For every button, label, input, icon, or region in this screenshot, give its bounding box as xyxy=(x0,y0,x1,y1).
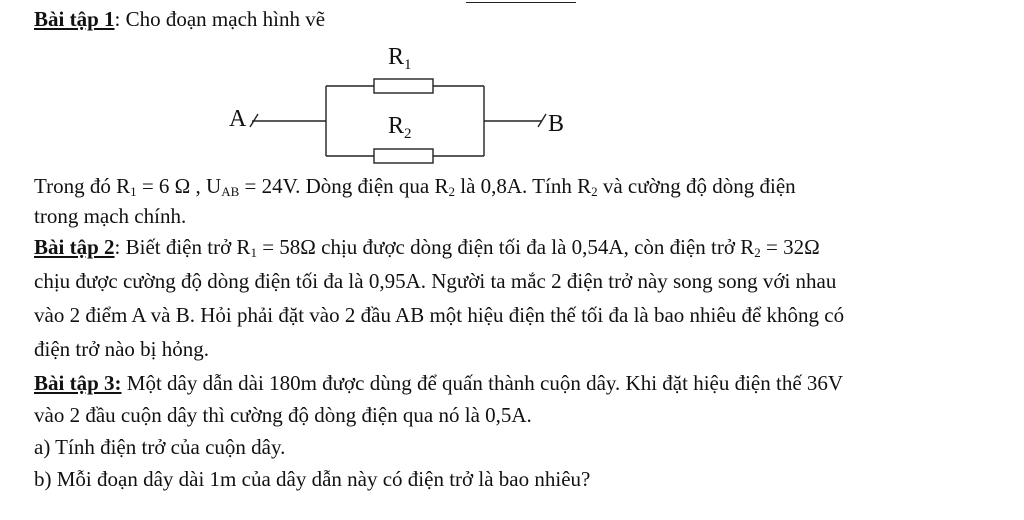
ex1-line1: Trong đó $R_1 = 6$ Ω , $U_{AB} = 24V$. Dòng điện qua $R_2$ là 0,8A. Tính $R_2$ và cường độ dòng điện xyxy=(34,174,796,199)
ex3-part-a: a) Tính điện trở của cuộn dây. xyxy=(34,435,286,459)
resistor-r1 xyxy=(374,79,433,93)
label-b: B xyxy=(548,111,565,137)
ex2-heading: Bài tập 2 xyxy=(34,235,115,259)
ex3-line2: vào 2 đầu cuộn dây thì cường độ dòng điện qua nó là 0,5A. xyxy=(34,403,532,427)
label-r2: $R_2$ xyxy=(388,113,412,142)
label-r1: $R_1$ xyxy=(388,44,412,73)
ex1-intro: : Cho đoạn mạch hình vẽ xyxy=(114,7,326,31)
ex1-heading: Bài tập 1 xyxy=(34,7,115,31)
ex2-line4: điện trở nào bị hỏng. xyxy=(34,337,209,361)
ex2-line2: chịu được cường độ dòng điện tối đa là 0,95A. Người ta mắc 2 điện trở này song song với nhau xyxy=(34,269,837,293)
ex3-line1: Bài tập 3: Một dây dẫn dài 180m được dùng để quấn thành cuộn dây. Khi đặt hiệu điện thế 36V xyxy=(34,371,844,395)
ex1-line2: trong mạch chính. xyxy=(34,204,187,228)
ex2-line1: Bài tập 2: Biết điện trở $R_1 = 58\Omega$ chịu được dòng điện tối đa là 0,54A, còn điện trở $R_2 = 32\Omega$ xyxy=(34,235,820,260)
ex3-heading: Bài tập 3: xyxy=(34,371,122,395)
ex3-part-b: b) Mỗi đoạn dây dài 1m của dây dẫn này có điện trở là bao nhiêu? xyxy=(34,467,591,491)
resistor-r2 xyxy=(374,149,433,163)
ex2-line3: vào 2 điểm A và B. Hỏi phải đặt vào 2 đầu AB một hiệu điện thế tối đa là bao nhiêu để không có xyxy=(34,303,845,327)
label-a: A xyxy=(229,106,247,132)
